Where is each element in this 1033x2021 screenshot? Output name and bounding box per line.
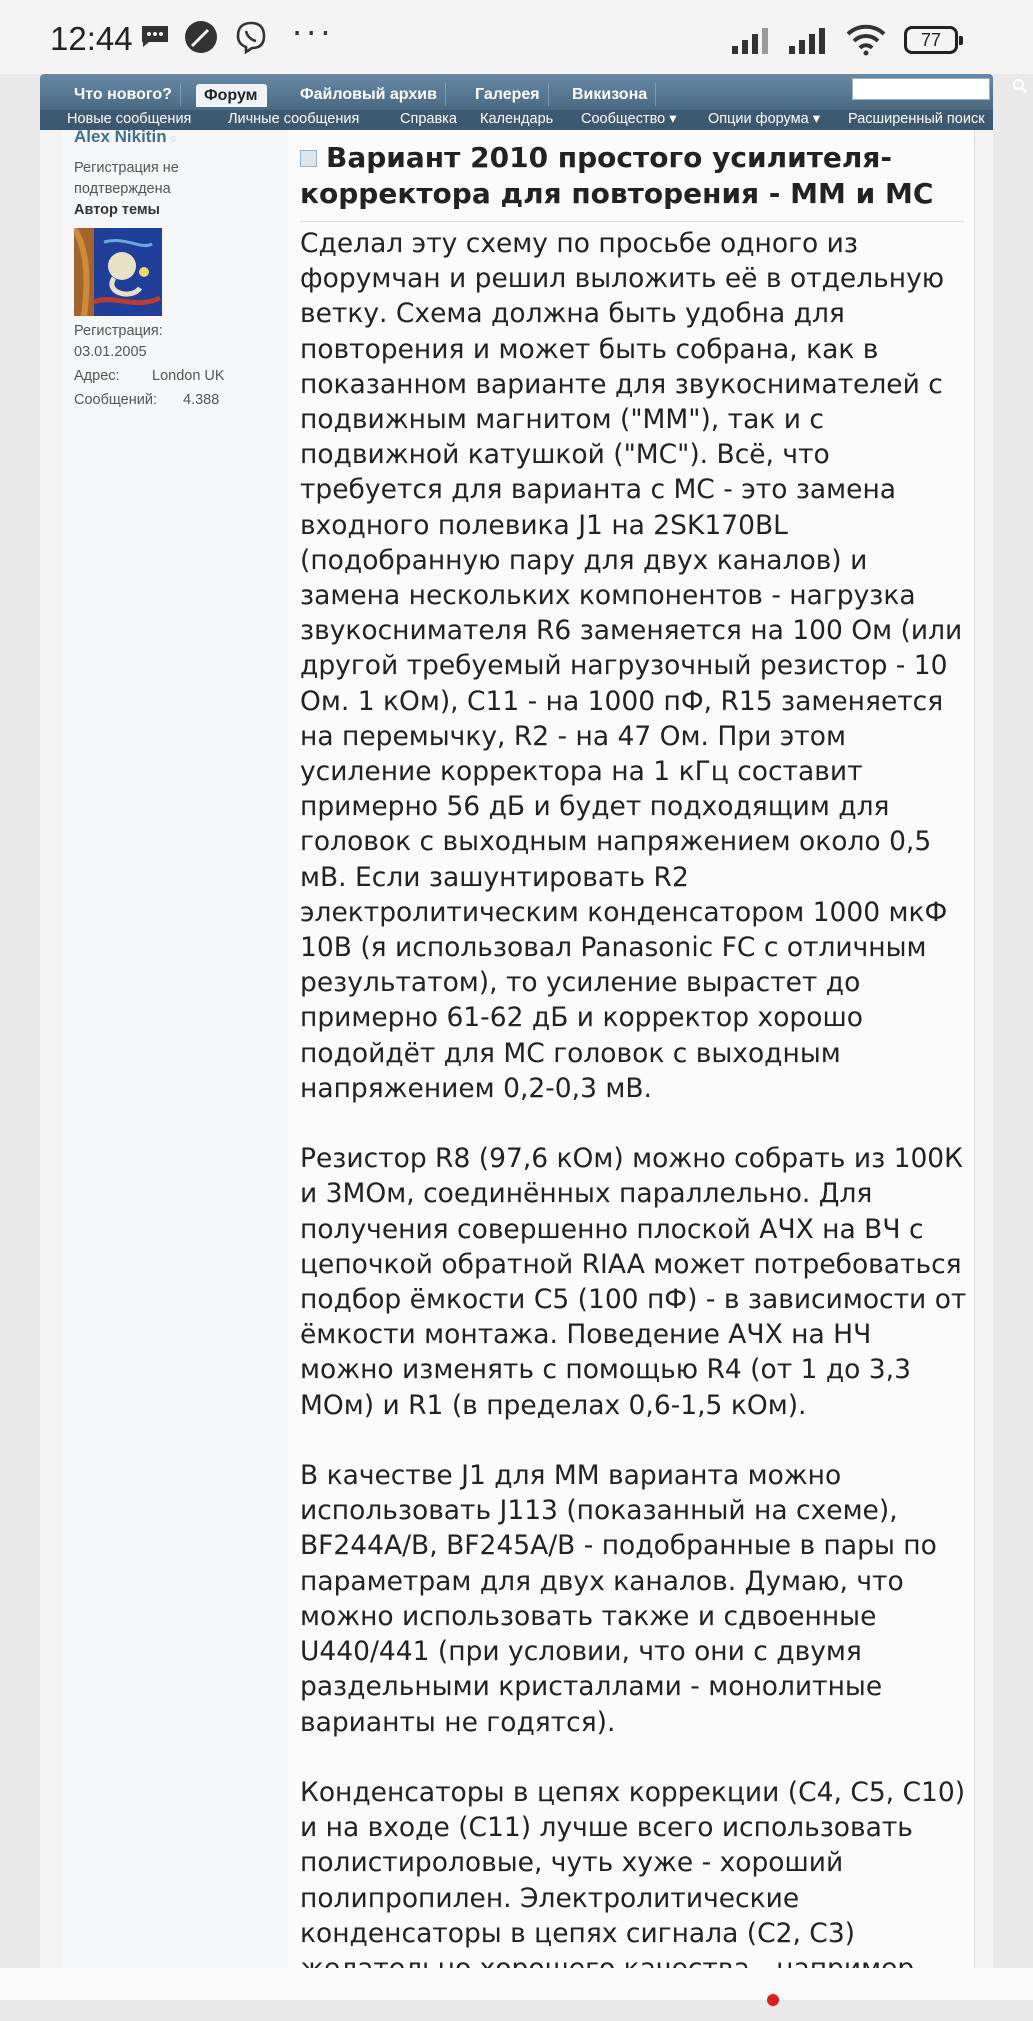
battery-indicator: 77 — [904, 26, 958, 54]
post-paragraph: Сделал эту схему по просьбе одного из форумчан и решил выложить её в отдельную ветку. Схема должна быть удобна для повторения и может быть собрана, как в показанном варианте для звукоснимателей с подвижным магнитом ("ММ"), так и с подвижной катушкой ("МС"). Всё, что требуется для варианта с МС - это замена входного полевика J1 на 2SK170BL (подобранную пару для двух каналов) и замена нескольких компонентов - нагрузка звукоснимателя R6 заменяется на 100 Ом (или другой требуемый нагрузочный резистор - 10 Ом. 1 кОм), С11 - на 1000 пФ, R15 заменяется на перемычку, R2 - на 47 Ом. При этом усиление корректора на 1 кГц составит примерно 56 дБ и будет подходящим для головок с выходным напряжением около 0,5 мВ. Если зашунтировать R2 электролитическим конденсатором 1000 мкФ 10В (я использовал Panasonic FC с отличным результатом), то усиление вырастет до примерно 61-62 дБ и корректор хорошо подойдёт для МС головок с выходным напряжением 0,2-0,3 мВ. — [300, 228, 963, 1104]
tab-wikizone[interactable]: Викизона — [564, 83, 656, 106]
status-bar — [0, 0, 1033, 74]
subnav-calendar[interactable]: Календарь — [480, 111, 554, 127]
compass-icon — [184, 20, 218, 54]
subnav-help[interactable]: Справка — [400, 111, 457, 127]
post-title: Вариант 2010 простого усилителя-корректора для повторения - MM и MC — [300, 141, 934, 210]
registration-status: Регистрация не — [74, 160, 179, 176]
title-divider — [300, 221, 964, 222]
message-icon — [140, 24, 170, 48]
offline-status-icon: ○ — [169, 133, 177, 145]
posts-label: Сообщений: — [74, 392, 157, 408]
signal-icon-1 — [730, 26, 774, 56]
signal-icon-2 — [787, 26, 831, 56]
bottom-bar — [0, 1968, 1033, 2000]
avatar[interactable] — [74, 228, 162, 316]
address-value: London UK — [152, 368, 225, 384]
address-label: Адрес: — [74, 368, 120, 384]
tab-whats-new[interactable]: Что нового? — [66, 83, 181, 106]
subnav-community[interactable]: Сообщество ▾ — [581, 111, 677, 127]
registration-date: 03.01.2005 — [74, 344, 147, 360]
notification-dot-icon — [767, 1994, 779, 2006]
author-role: Автор темы — [74, 202, 160, 218]
subnav-private-messages[interactable]: Личные сообщения — [228, 111, 360, 127]
tab-forum[interactable]: Форум — [196, 84, 267, 107]
registration-status-2: подтверждена — [74, 181, 171, 197]
status-time: 12:44 — [50, 20, 133, 57]
wifi-icon — [846, 24, 886, 56]
post-author-name[interactable]: Alex Nikitin ○ — [74, 127, 177, 146]
tab-gallery[interactable]: Галерея — [467, 83, 549, 106]
registration-label: Регистрация: — [74, 323, 163, 339]
post-paragraph: Резистор R8 (97,6 кОм) можно собрать из 100К и 3МОм, соединённых параллельно. Для получения совершенно плоской АЧХ на ВЧ с цепочкой обратной RIAA может потребоваться подбор ёмкости С5 (100 пФ) - в зависимости от ёмкости монтажа. Поведение АЧХ на НЧ можно изменять с помощью R4 (от 1 до 3,3 МОм) и R1 (в пределах 0,6-1,5 кОм). — [300, 1143, 967, 1421]
post-body — [300, 226, 968, 2021]
posts-count: 4.388 — [183, 392, 220, 408]
search-icon[interactable] — [1012, 78, 1028, 98]
tab-file-archive[interactable]: Файловый архив — [292, 83, 446, 106]
viber-icon — [234, 20, 268, 54]
forum-subnav — [40, 110, 993, 130]
more-notifications: ··· — [292, 14, 335, 52]
post-paragraph: Конденсаторы в цепях коррекции (С4, С5, С10) и на входе (С11) лучше всего использовать полистироловые, чуть хуже - хороший полипропилен. Электролитические конденсаторы в цепях сигнала (С2, С3) — [300, 1776, 966, 1949]
search-input[interactable] — [852, 78, 990, 100]
subnav-forum-options[interactable]: Опции форума ▾ — [708, 111, 820, 127]
document-icon — [300, 150, 317, 167]
post-paragraph: В качестве J1 для ММ варианта можно использовать J113 (показанный на схеме), BF244A/B, BF245A/B - подобранные в пары по параметрам для двух каналов. Думаю, что можно использовать также и сдвоенные U440/441 (при условии, что они с двумя раздельными кристаллами - монолитные варианты не годятся). — [300, 1460, 937, 1738]
subnav-advanced-search[interactable]: Расширенный поиск — [848, 111, 985, 127]
avatar-image — [74, 228, 162, 316]
subnav-new-posts[interactable]: Новые сообщения — [67, 111, 192, 127]
